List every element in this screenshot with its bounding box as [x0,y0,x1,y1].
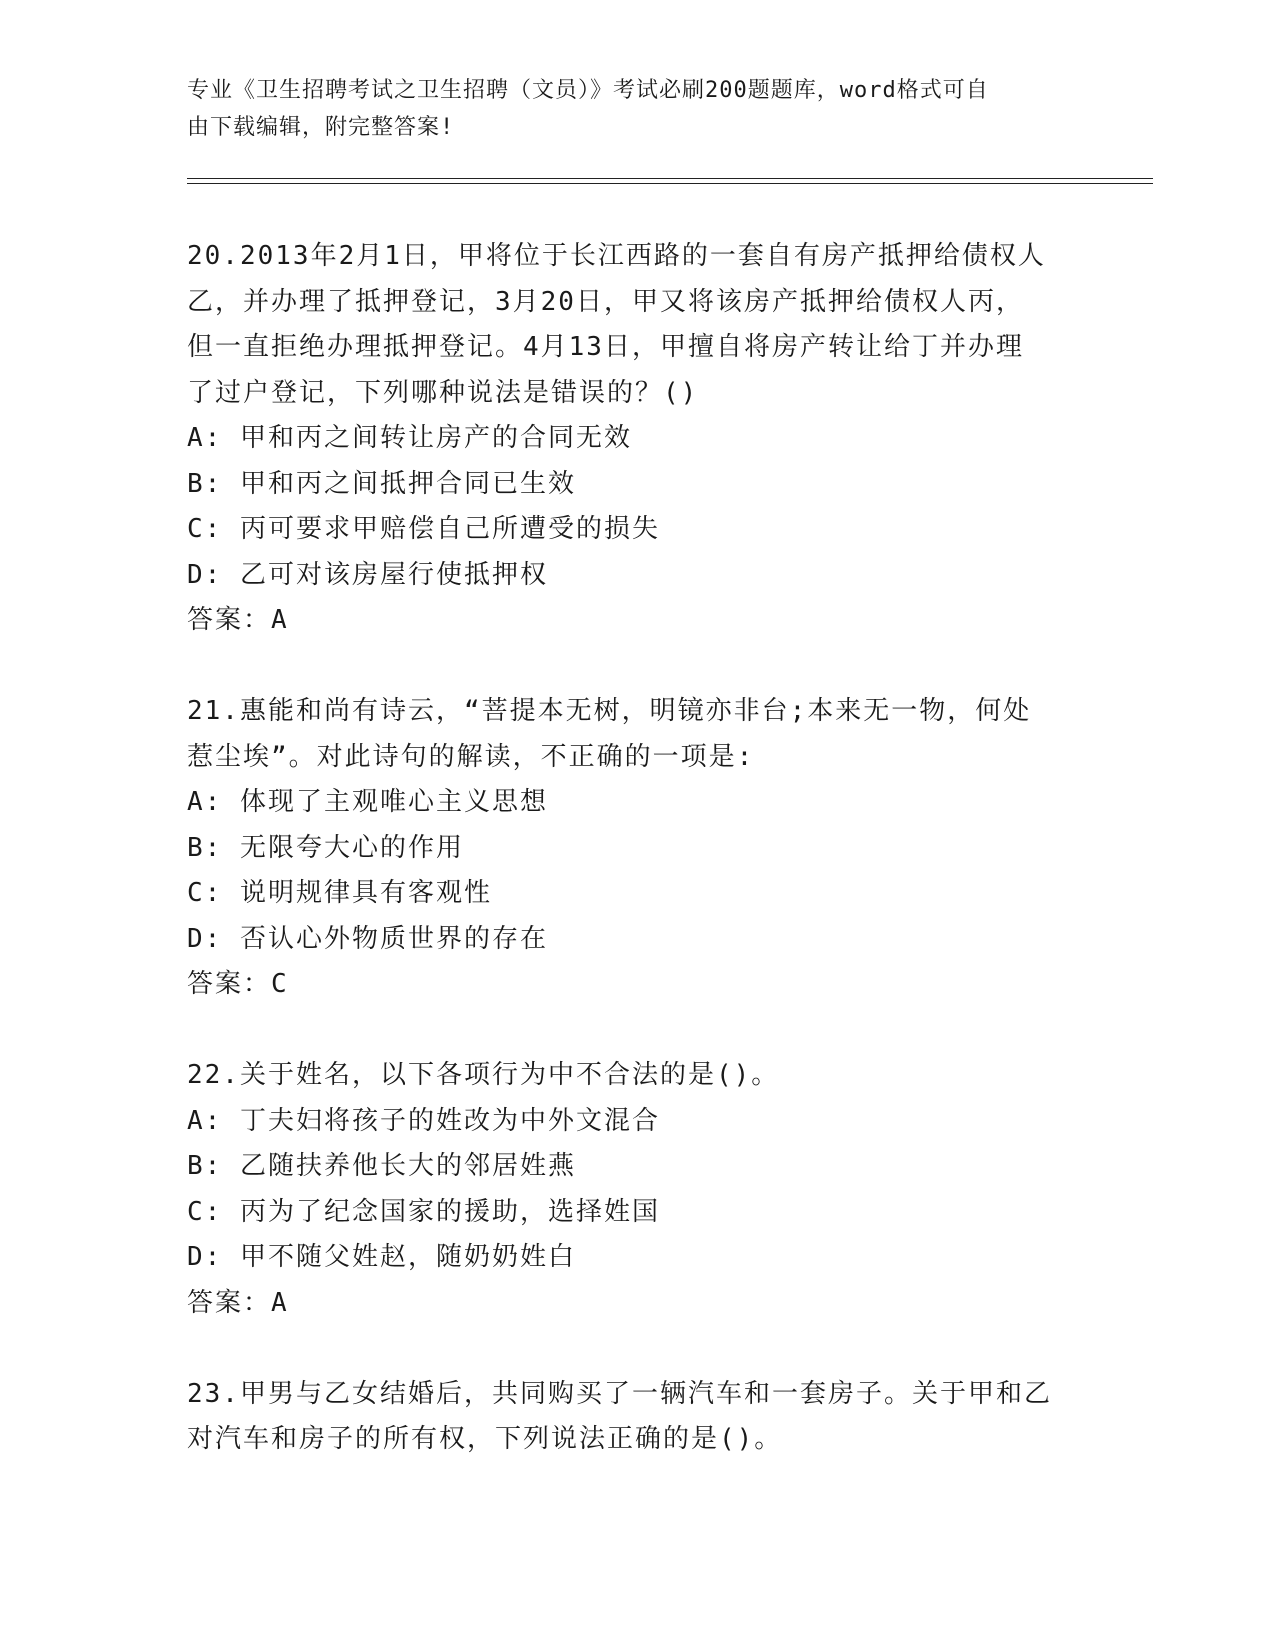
answer-value: A [271,605,289,635]
answer-line [187,962,1087,1008]
header-divider-top [187,178,1153,179]
header-divider-bottom [187,183,1153,184]
question-text-line: 对汽车和房子的所有权，下列说法正确的是()。 [187,1424,783,1454]
question-22 [187,1053,1087,1326]
question-text-line: 了过户登记，下列哪种说法是错误的？() [187,377,699,408]
question-text-line: 21.惠能和尚有诗云，“菩提本无树，明镜亦非台;本来无一物，何处 [187,696,1032,726]
header-line-2: 由下载编辑，附完整答案! [187,115,455,140]
option-a: A: 丁夫妇将孩子的姓改为中外文混合 [187,1105,660,1136]
question-text-line: 23.甲男与乙女结婚后，共同购买了一辆汽车和一套房子。关于甲和乙 [187,1378,1052,1409]
answer-label: 答案： [187,605,272,635]
answer-value: C [271,969,289,999]
question-20 [187,234,1087,644]
option-a: A: 甲和丙之间转让房产的合同无效 [187,423,632,453]
option-b: B: 乙随扶养他长大的邻居姓燕 [187,1151,576,1181]
answer-line [187,1281,1087,1327]
option-b: B: 甲和丙之间抵押合同已生效 [187,468,576,499]
option-d: D: 甲不随父姓赵，随奶奶姓白 [187,1242,576,1272]
question-21 [187,689,1087,1008]
document-header [187,72,1067,146]
option-d: D: 乙可对该房屋行使抵押权 [187,559,548,590]
question-text-line: 乙，并办理了抵押登记，3月20日，甲又将该房产抵押给债权人丙， [187,286,1024,317]
option-c: C: 说明规律具有客观性 [187,878,492,908]
question-text-line: 22.关于姓名，以下各项行为中不合法的是()。 [187,1060,780,1090]
option-c: C: 丙为了纪念国家的援助，选择姓国 [187,1196,660,1227]
option-d: D: 否认心外物质世界的存在 [187,923,548,954]
option-b: B: 无限夸大心的作用 [187,832,464,863]
question-text-line: 惹尘埃”。对此诗句的解读，不正确的一项是: [187,741,755,772]
answer-line [187,598,1087,644]
answer-value: A [271,1287,289,1318]
question-text-line: 20.2013年2月1日，甲将位于长江西路的一套自有房产抵押给债权人 [187,241,1046,271]
answer-label: 答案： [187,969,272,999]
header-line-1: 专业《卫生招聘考试之卫生招聘（文员）》考试必刷200题题库，word格式可自 [187,78,989,103]
question-23 [187,1372,1087,1463]
question-text-line: 但一直拒绝办理抵押登记。4月13日，甲擅自将房产转让给丁并办理 [187,332,1024,362]
option-c: C: 丙可要求甲赔偿自己所遭受的损失 [187,514,660,544]
answer-label: 答案： [187,1287,272,1318]
question-list [187,234,1087,1508]
option-a: A: 体现了主观唯心主义思想 [187,787,548,817]
